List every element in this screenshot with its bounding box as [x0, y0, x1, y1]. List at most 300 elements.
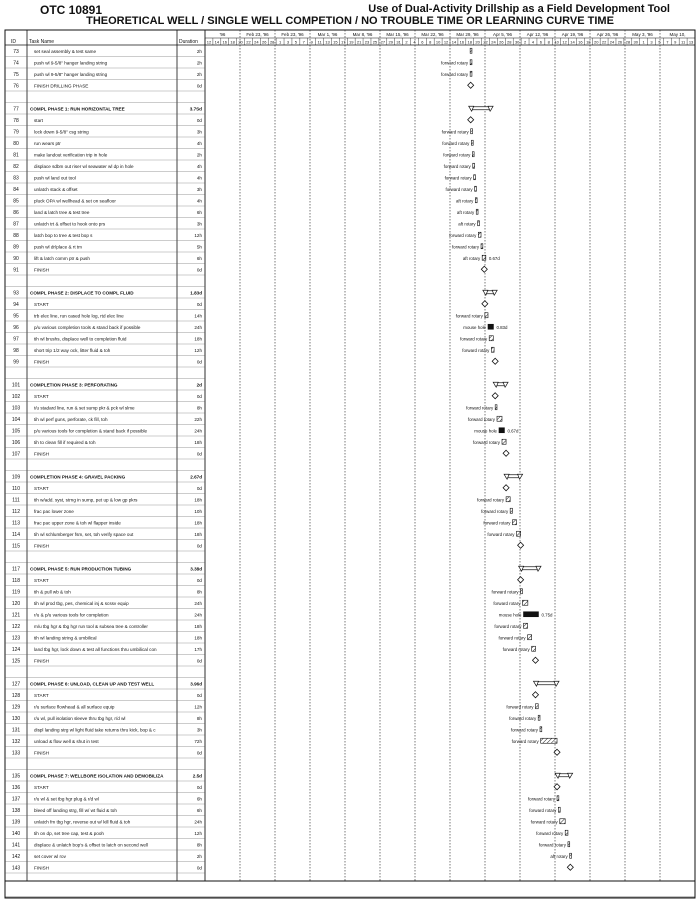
task-id: 81: [13, 152, 19, 159]
task-id: 74: [13, 60, 19, 67]
table-row: [5, 244, 483, 252]
task-id: 136: [11, 784, 21, 791]
resource-label: forward rotary: [487, 531, 515, 537]
table-row: [5, 819, 565, 827]
summary-start-cap: [483, 290, 488, 295]
table-row: [5, 186, 476, 194]
task-duration: 0d: [196, 301, 202, 307]
day-label: 11: [317, 39, 322, 45]
task-id: 83: [13, 175, 19, 182]
task-duration: 18h: [194, 439, 202, 445]
week-label: May 3, '96: [632, 32, 653, 37]
day-label: 22: [246, 39, 251, 45]
summary-start-cap: [533, 681, 538, 686]
task-id: 135: [11, 773, 21, 780]
milestone-marker: [492, 358, 498, 364]
task-name: FINISH: [34, 865, 50, 871]
summary-bar: [535, 682, 557, 685]
resource-label: forward rotary: [449, 232, 477, 238]
task-id: 105: [11, 428, 21, 435]
task-id: 128: [11, 692, 21, 699]
task-duration: 8h: [196, 405, 202, 411]
task-name: push wl dr/place & rt tm: [34, 244, 82, 250]
task-id: 123: [11, 635, 21, 642]
day-label: 30: [633, 39, 638, 45]
task-id: 119: [12, 589, 20, 596]
day-label: 17: [341, 39, 346, 45]
day-label: 5: [294, 39, 298, 45]
milestone-marker: [481, 266, 487, 272]
task-id: 102: [11, 393, 21, 400]
day-label: 14: [451, 39, 457, 45]
table-row: [5, 117, 474, 126]
table-row: [5, 336, 493, 344]
week-label: Mar 8, '96: [352, 32, 373, 37]
day-label: 16: [459, 39, 465, 45]
table-row: [5, 566, 541, 574]
week-label: Feb 23, '96: [246, 32, 269, 37]
task-bar: [560, 819, 565, 824]
task-duration: 18h: [194, 635, 202, 641]
resource-label: forward rotary: [441, 71, 469, 77]
task-id: 77: [13, 106, 19, 113]
task-name: COMPL PHASE 2: DISPLACE TO COMPL FLUID: [30, 290, 134, 296]
task-bar: [510, 508, 512, 513]
task-duration: 3h: [196, 727, 202, 733]
task-duration: 2d: [196, 382, 202, 388]
resource-label: forward rotary: [536, 830, 564, 836]
day-label: 18: [230, 39, 235, 45]
summary-end-cap: [488, 106, 493, 111]
resource-label: aft rotary: [455, 198, 474, 204]
task-id: 90: [13, 255, 19, 262]
task-bar: [485, 313, 488, 318]
task-bar: [481, 244, 483, 249]
resource-label: forward rotary: [483, 520, 511, 526]
table-frame: [5, 30, 695, 898]
summary-end-cap: [536, 566, 541, 571]
task-bar: [521, 589, 523, 594]
table-row: [5, 474, 523, 482]
task-duration: 10h: [194, 508, 202, 514]
task-bar: [517, 531, 521, 536]
task-id: 141: [11, 842, 21, 849]
task-bar: [565, 830, 568, 835]
table-row: [5, 692, 538, 701]
task-name: COMPLETION PHASE 3: PERFORATING: [30, 382, 118, 388]
task-name: run wears ptr: [34, 140, 61, 146]
task-name: unload & flow well & shut in test: [34, 738, 99, 744]
day-label: 18: [586, 39, 591, 45]
task-name: p/u various tools for completion & stand back if possible: [34, 428, 148, 434]
resource-label: forward rotary: [493, 600, 521, 606]
task-duration: 2h: [196, 152, 202, 158]
task-id: 106: [11, 439, 21, 446]
table-row: [5, 393, 498, 402]
task-name: start: [34, 117, 43, 123]
task-id: 130: [11, 715, 21, 722]
task-name: FINISH: [34, 267, 50, 273]
task-id: 118: [12, 577, 20, 584]
resource-label: forward rotary: [455, 313, 483, 319]
task-rows: [5, 48, 573, 873]
task-name: FINISH: [34, 359, 50, 365]
resource-label: forward rotary: [491, 589, 519, 595]
task-name: tih & pull wb & toh: [34, 589, 71, 595]
day-label: 18: [467, 39, 472, 45]
table-row: [5, 842, 570, 850]
task-bar: [502, 439, 506, 444]
task-bar: [568, 842, 570, 847]
task-name: tih to clean fill if required & toh: [34, 439, 96, 445]
table-row: [5, 382, 508, 390]
task-bar: [475, 186, 477, 191]
task-name: push wl 9-5/8" hanger landing string: [34, 60, 108, 66]
table-row: [5, 623, 528, 631]
task-duration: 0d: [196, 543, 202, 549]
resource-label: forward rotary: [441, 60, 469, 66]
task-bar: [522, 600, 527, 605]
task-name: displace & unlatch bop's & offset to latch on second well: [34, 842, 148, 848]
task-name: COMPL PHASE 7: WELLBORE ISOLATION AND DEMOBILIZA: [30, 773, 164, 779]
task-name: displ landing strg wl light fluid take returns thru kick, bop & c: [34, 727, 156, 733]
task-id: 107: [11, 451, 21, 458]
task-bar: [532, 646, 536, 651]
table-row: [5, 71, 472, 79]
day-label: 16: [222, 39, 227, 45]
task-duration: 5h: [196, 244, 202, 250]
week-label: Apr 5, '96: [492, 32, 513, 37]
task-id: 138: [11, 807, 21, 814]
day-label: 29: [388, 39, 393, 45]
table-row: [5, 428, 519, 436]
doc-id: OTC 10891: [40, 3, 103, 17]
day-label: 12: [562, 39, 567, 45]
task-bar: [497, 416, 502, 421]
bar-note: 0.67d: [488, 255, 500, 261]
task-name: tih wl perf guns, perforate, ck fill, toh: [34, 416, 108, 422]
table-row: [5, 358, 498, 367]
day-label: 24: [254, 39, 259, 45]
task-duration: 0d: [196, 784, 202, 790]
task-duration: 22h: [194, 416, 202, 422]
table-row: [5, 807, 560, 815]
resource-label: aft rotary: [550, 853, 568, 859]
resource-label: aft rotary: [462, 255, 481, 261]
resource-label: forward rotary: [530, 819, 558, 825]
table-row: [5, 773, 573, 781]
table-row: [5, 82, 474, 91]
task-id: 112: [12, 508, 20, 515]
task-bar: [472, 152, 474, 157]
column-header-duration: Duration: [179, 39, 198, 45]
task-bar: [524, 612, 539, 617]
column-header-id: ID: [11, 39, 16, 45]
task-id: 110: [12, 485, 20, 492]
task-duration: 4h: [196, 140, 202, 146]
task-id: 98: [13, 347, 19, 354]
task-name: m/u tbg hgr & tbg hgr run tool & subsea tree & controller: [34, 623, 148, 629]
table-row: [5, 106, 493, 114]
task-duration: 0d: [196, 577, 202, 583]
task-duration: 6h: [196, 807, 202, 813]
table-row: [5, 163, 475, 171]
table-row: [5, 635, 532, 643]
task-duration: 8h: [196, 842, 202, 848]
resource-label: forward rotary: [472, 439, 500, 445]
task-name: START: [34, 485, 49, 491]
task-name: tih wl schlumberger fsm, set, toh verify space out: [34, 531, 134, 537]
table-row: [5, 221, 479, 229]
task-name: START: [34, 301, 49, 307]
table-row: [5, 313, 488, 321]
task-name: latch bop to tree & test bop s: [34, 232, 93, 238]
milestone-marker: [492, 393, 498, 399]
milestone-marker: [554, 784, 560, 790]
milestone-marker: [482, 301, 488, 307]
day-label: 15: [333, 39, 338, 45]
task-duration: 0d: [196, 485, 202, 491]
table-row: [5, 612, 553, 620]
task-duration: 2h: [196, 71, 202, 77]
day-label: 3: [286, 39, 290, 45]
task-name: unlatch fm tbg hgr, reverse out w/ kill fluid & toh: [34, 819, 131, 825]
task-id: 76: [13, 83, 19, 90]
task-duration: 6h: [196, 796, 202, 802]
day-label: 1: [642, 39, 645, 45]
task-name: set seal assembly & test same: [34, 48, 97, 54]
summary-end-cap: [492, 290, 497, 295]
task-duration: 3h: [196, 129, 202, 135]
table-row: [5, 232, 481, 240]
table-row: [5, 738, 557, 746]
table-row: [5, 589, 522, 597]
task-id: 85: [13, 198, 19, 205]
task-duration: 3h: [196, 221, 202, 227]
day-label: 9: [310, 39, 313, 45]
task-name: r/u wl, pull isolation sleeve thru tbg hgr, r/d wl: [34, 715, 126, 721]
resource-label: forward rotary: [462, 347, 490, 353]
task-id: 84: [13, 186, 19, 193]
resource-label: forward rotary: [509, 715, 537, 721]
task-bar: [491, 347, 494, 352]
milestone-marker: [503, 485, 509, 491]
day-label: 12: [206, 39, 212, 45]
task-duration: 12h: [194, 232, 202, 238]
task-id: 129: [11, 704, 21, 711]
day-label: 24: [609, 39, 615, 45]
task-id: 89: [13, 244, 19, 251]
task-duration: 12h: [194, 830, 202, 836]
summary-start-cap: [555, 773, 560, 778]
task-bar: [558, 807, 560, 812]
task-id: 133: [11, 750, 21, 757]
table-row: [5, 646, 536, 654]
task-id: 75: [13, 71, 19, 78]
task-bar: [538, 715, 540, 720]
day-label: 28: [507, 39, 512, 45]
day-label: 26: [262, 39, 267, 45]
task-name: set cover wl rov: [34, 853, 66, 859]
task-duration: 0d: [196, 750, 202, 756]
table-row: [5, 864, 573, 873]
day-label: 22: [601, 39, 607, 45]
resource-label: forward rotary: [443, 163, 471, 169]
table-row: [5, 600, 528, 608]
table-row: [5, 727, 542, 735]
table-row: [5, 715, 540, 723]
task-id: 120: [11, 600, 21, 607]
day-label: 4: [531, 39, 535, 45]
week-label: May 10,: [669, 32, 686, 37]
task-name: land tbg hgr, lock down & test all functions thru umbilical con: [34, 646, 157, 652]
resource-label: forward rotary: [511, 738, 539, 744]
task-bar: [478, 221, 480, 226]
task-id: 121: [11, 612, 21, 619]
task-name: START: [34, 393, 49, 399]
week-label: '96: [219, 32, 226, 37]
task-id: 124: [11, 646, 21, 653]
task-bar: [535, 704, 538, 709]
task-bar: [570, 853, 572, 858]
task-id: 132: [11, 738, 21, 745]
resource-label: forward rotary: [443, 152, 471, 158]
bar-note: 0.75d: [541, 612, 553, 618]
task-name: push wl 9-5/8" hanger landing string: [34, 71, 108, 77]
milestone-marker: [468, 82, 474, 88]
table-row: [5, 439, 506, 447]
task-duration: 0d: [196, 267, 202, 273]
task-duration: 24h: [194, 324, 202, 330]
task-name: COMPL PHASE 1: RUN HORIZONTAL TREE: [30, 106, 125, 112]
task-duration: 24h: [194, 819, 202, 825]
task-id: 103: [11, 405, 21, 412]
task-name: lift & latch comm ptr & push: [34, 255, 90, 261]
task-id: 91: [13, 267, 19, 274]
task-duration: 2.5d: [192, 773, 202, 779]
task-id: 111: [12, 497, 20, 504]
task-bar: [470, 71, 472, 76]
day-label: 20: [475, 39, 480, 45]
task-id: 104: [11, 416, 21, 423]
task-duration: 8h: [196, 589, 202, 595]
task-duration: 24h: [194, 612, 202, 618]
task-name: tih on dp, set tree cap, test & pooh: [34, 830, 104, 836]
week-label: Apr 12, '96: [526, 32, 549, 37]
task-name: lock down 9-5/8" csg string: [34, 129, 89, 135]
task-name: frac pac upper zone & toh wl flapper inside: [34, 520, 121, 526]
resource-label: forward rotary: [502, 646, 530, 652]
resource-label: forward rotary: [498, 635, 526, 641]
day-label: 21: [356, 39, 362, 45]
day-label: 6: [539, 39, 543, 45]
task-id: 114: [12, 531, 20, 538]
day-label: 25: [372, 39, 378, 45]
week-label: Mar 29, '96: [456, 32, 479, 37]
milestone-marker: [567, 864, 573, 870]
table-row: [5, 290, 497, 298]
task-bar: [495, 405, 497, 410]
task-duration: 17h: [194, 646, 202, 652]
task-duration: 18h: [194, 623, 202, 629]
task-duration: 1.83d: [190, 290, 202, 296]
task-duration: 3.96d: [190, 681, 202, 687]
day-label: 6: [421, 39, 424, 45]
task-duration: 0d: [196, 692, 202, 698]
task-duration: 0d: [196, 865, 202, 871]
resource-label: forward rotary: [476, 497, 505, 503]
task-name: land & latch tree & test tree: [34, 209, 90, 215]
task-name: tih wl landing string & umbilical: [34, 635, 97, 641]
task-bar: [482, 255, 486, 260]
task-duration: 6h: [196, 209, 202, 215]
task-duration: 2.67d: [190, 474, 202, 480]
task-bar: [471, 140, 473, 145]
task-duration: 18h: [194, 520, 202, 526]
table-row: [5, 853, 572, 861]
task-duration: 18h: [194, 531, 202, 537]
resource-label: forward rotary: [444, 175, 472, 181]
table-row: [5, 301, 488, 310]
day-label: 22: [483, 39, 488, 45]
task-duration: 18h: [194, 336, 202, 342]
task-bar: [557, 796, 559, 801]
task-duration: 0d: [196, 359, 202, 365]
task-name: tih w/add. syst, strng in sump, pet up & low gp pkrs: [34, 497, 138, 503]
summary-end-cap: [503, 382, 508, 387]
table-row: [5, 531, 521, 539]
milestone-marker: [468, 117, 474, 123]
summary-start-cap: [469, 106, 474, 111]
summary-start-cap: [519, 566, 524, 571]
resource-label: forward rotary: [441, 129, 469, 135]
day-label: 28: [625, 39, 631, 45]
task-id: 117: [12, 566, 20, 573]
task-id: 131: [11, 727, 21, 734]
day-label: 19: [348, 39, 354, 45]
task-id: 95: [13, 313, 19, 320]
task-id: 122: [11, 623, 21, 630]
task-duration: 3h: [196, 186, 202, 192]
task-duration: 4h: [196, 198, 202, 204]
resource-label: forward rotary: [442, 140, 470, 146]
table-row: [5, 657, 538, 666]
task-name: FINISH DRILLING PHASE: [34, 83, 89, 89]
task-id: 140: [11, 830, 21, 837]
task-bar: [541, 738, 557, 743]
column-header-task: Task Name: [29, 39, 55, 45]
task-name: bleed off landing strg, fill w/ wt fluid & toh: [34, 807, 117, 813]
task-duration: 4h: [196, 163, 202, 169]
milestone-marker: [518, 542, 524, 548]
table-row: [5, 152, 474, 160]
task-name: r/u wl & set tbg hgr plug & r/d wl: [34, 796, 99, 802]
table-row: [5, 784, 560, 793]
day-label: 10: [554, 39, 559, 45]
task-id: 82: [13, 163, 19, 170]
task-bar: [528, 635, 532, 640]
table-row: [5, 347, 494, 355]
task-id: 97: [13, 336, 19, 343]
resource-label: forward rotary: [451, 244, 480, 250]
table-row: [5, 830, 568, 838]
task-duration: 18h: [194, 497, 202, 503]
day-label: 14: [570, 39, 575, 45]
table-row: [5, 324, 508, 332]
milestone-marker: [532, 657, 538, 663]
resource-label: aft rotary: [456, 209, 475, 215]
task-duration: 0d: [196, 117, 202, 123]
